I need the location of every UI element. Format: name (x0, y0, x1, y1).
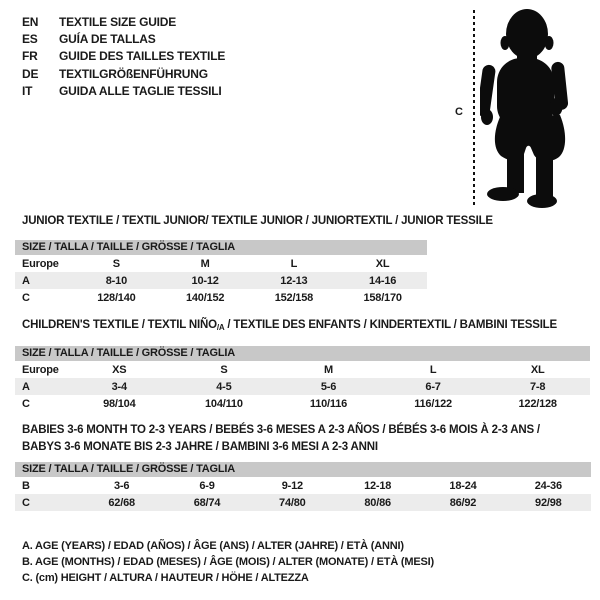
row-label: A (22, 274, 30, 287)
age-cell: 7-8 (530, 380, 546, 393)
guide-title-it: GUIDA ALLE TAGLIE TESSILI (59, 83, 222, 98)
language-code: EN (22, 14, 39, 29)
age-cell: 6-7 (425, 380, 441, 393)
children-title-part2: / TEXTILE DES ENFANTS / KINDERTEXTIL / BAMBINI TESSILE (224, 319, 557, 331)
table-row-age-months (15, 477, 591, 494)
junior-table-title: JUNIOR TEXTILE / TEXTIL JUNIOR/ TEXTILE JUNIOR / JUNIORTEXTIL / JUNIOR TESSILE (22, 215, 493, 227)
height-cell: 86/92 (449, 496, 477, 509)
size-cell: S (220, 363, 228, 376)
table-row-height (15, 494, 591, 511)
language-code: ES (22, 31, 38, 46)
height-cell: 122/128 (518, 397, 557, 410)
row-label: C (22, 291, 30, 304)
height-cell: 140/152 (185, 291, 225, 304)
children-title-subscript: /A (216, 323, 225, 332)
language-code: DE (22, 66, 39, 81)
table-row-age (15, 378, 590, 395)
height-cell: 80/86 (364, 496, 391, 509)
age-cell: 3-4 (111, 380, 127, 393)
row-label: Europe (22, 363, 59, 376)
row-label: Europe (22, 257, 59, 270)
guide-title-fr: GUIDE DES TAILLES TEXTILE (59, 49, 226, 64)
size-header-band: SIZE / TALLA / TAILLE / GRÖSSE / TAGLIA (15, 346, 590, 361)
height-cell: 152/158 (274, 291, 314, 304)
children-title-part1: CHILDREN'S TEXTILE / TEXTIL NIÑO (22, 319, 217, 331)
language-row-en (22, 13, 225, 30)
junior-size-table (15, 240, 427, 306)
footnote-height: C. (cm) HEIGHT / ALTURA / HAUTEUR / HÖHE / ALTEZZA (22, 572, 309, 584)
size-cell: M (200, 257, 210, 270)
table-row-height (15, 289, 427, 306)
children-size-table (15, 346, 590, 412)
babies-table-title (22, 422, 540, 456)
age-cell: 3-6 (114, 479, 130, 492)
age-cell: 6-9 (199, 479, 215, 492)
footnote-age-months: B. AGE (MONTHS) / EDAD (MESES) / ÂGE (MOIS) / ALTER (MONATE) / ETÀ (MESI) (22, 556, 434, 568)
height-cell: 62/68 (108, 496, 135, 509)
size-cell: XS (112, 363, 127, 376)
height-cell: 158/170 (363, 291, 402, 304)
guide-title-en: TEXTILE SIZE GUIDE (59, 14, 177, 29)
height-cell: 104/110 (205, 397, 243, 410)
guide-title-de: TEXTILGRÖßENFÜHRUNG (59, 66, 208, 81)
height-measure-dashed-line (473, 10, 475, 208)
language-title-list (22, 13, 225, 99)
legend-footnotes (22, 538, 434, 586)
children-table-title (22, 319, 557, 332)
babies-title-line2: BABYS 3-6 MONATE BIS 2-3 JAHRE / BAMBINI 3-6 MESI A 2-3 ANNI (22, 441, 378, 453)
age-cell: 12-13 (280, 274, 308, 287)
age-cell: 9-12 (281, 479, 303, 492)
size-cell: XL (530, 363, 545, 376)
age-cell: 8-10 (105, 274, 127, 287)
size-header-band: SIZE / TALLA / TAILLE / GRÖSSE / TAGLIA (15, 462, 591, 477)
toddler-silhouette-image (480, 5, 575, 210)
guide-title-es: GUÍA DE TALLAS (59, 31, 156, 46)
table-row-europe (15, 361, 590, 378)
height-cell: 128/140 (97, 291, 136, 304)
language-row-it (22, 82, 225, 99)
size-cell: XL (375, 257, 390, 270)
height-measure-label: C (455, 106, 463, 118)
height-cell: 68/74 (193, 496, 221, 509)
size-cell: M (324, 363, 333, 376)
height-cell: 116/122 (414, 397, 452, 410)
age-cell: 18-24 (449, 479, 477, 492)
footnote-age-years: A. AGE (YEARS) / EDAD (AÑOS) / ÂGE (ANS) / ALTER (JAHRE) / ETÀ (ANNI) (22, 540, 404, 552)
height-cell: 98/104 (103, 397, 136, 410)
row-label: C (22, 397, 30, 410)
height-cell: 92/98 (535, 496, 562, 509)
language-row-es (22, 30, 225, 47)
age-cell: 5-6 (320, 380, 337, 393)
babies-size-table (15, 462, 591, 511)
size-cell: L (429, 363, 437, 376)
height-cell: 74/80 (279, 496, 306, 509)
size-header-band: SIZE / TALLA / TAILLE / GRÖSSE / TAGLIA (15, 240, 427, 255)
age-cell: 12-18 (364, 479, 392, 492)
language-code: FR (22, 49, 38, 64)
language-row-de (22, 65, 225, 82)
row-label: B (22, 479, 30, 492)
size-cell: S (112, 257, 120, 270)
age-cell: 4-5 (216, 380, 232, 393)
age-cell: 24-36 (534, 479, 562, 492)
table-row-europe (15, 255, 427, 272)
row-label: A (22, 380, 30, 393)
height-cell: 110/116 (309, 397, 348, 410)
language-row-fr (22, 48, 225, 65)
row-label: C (22, 496, 30, 509)
language-code: IT (22, 83, 33, 98)
table-row-age (15, 272, 427, 289)
size-cell: L (290, 257, 298, 270)
age-cell: 14-16 (369, 274, 397, 287)
table-row-height (15, 395, 590, 412)
age-cell: 10-12 (191, 274, 219, 287)
babies-title-line1: BABIES 3-6 MONTH TO 2-3 YEARS / BEBÉS 3-6 MESES A 2-3 AÑOS / BÉBÉS 3-6 MOIS À 2-3 ANS / (22, 424, 540, 436)
